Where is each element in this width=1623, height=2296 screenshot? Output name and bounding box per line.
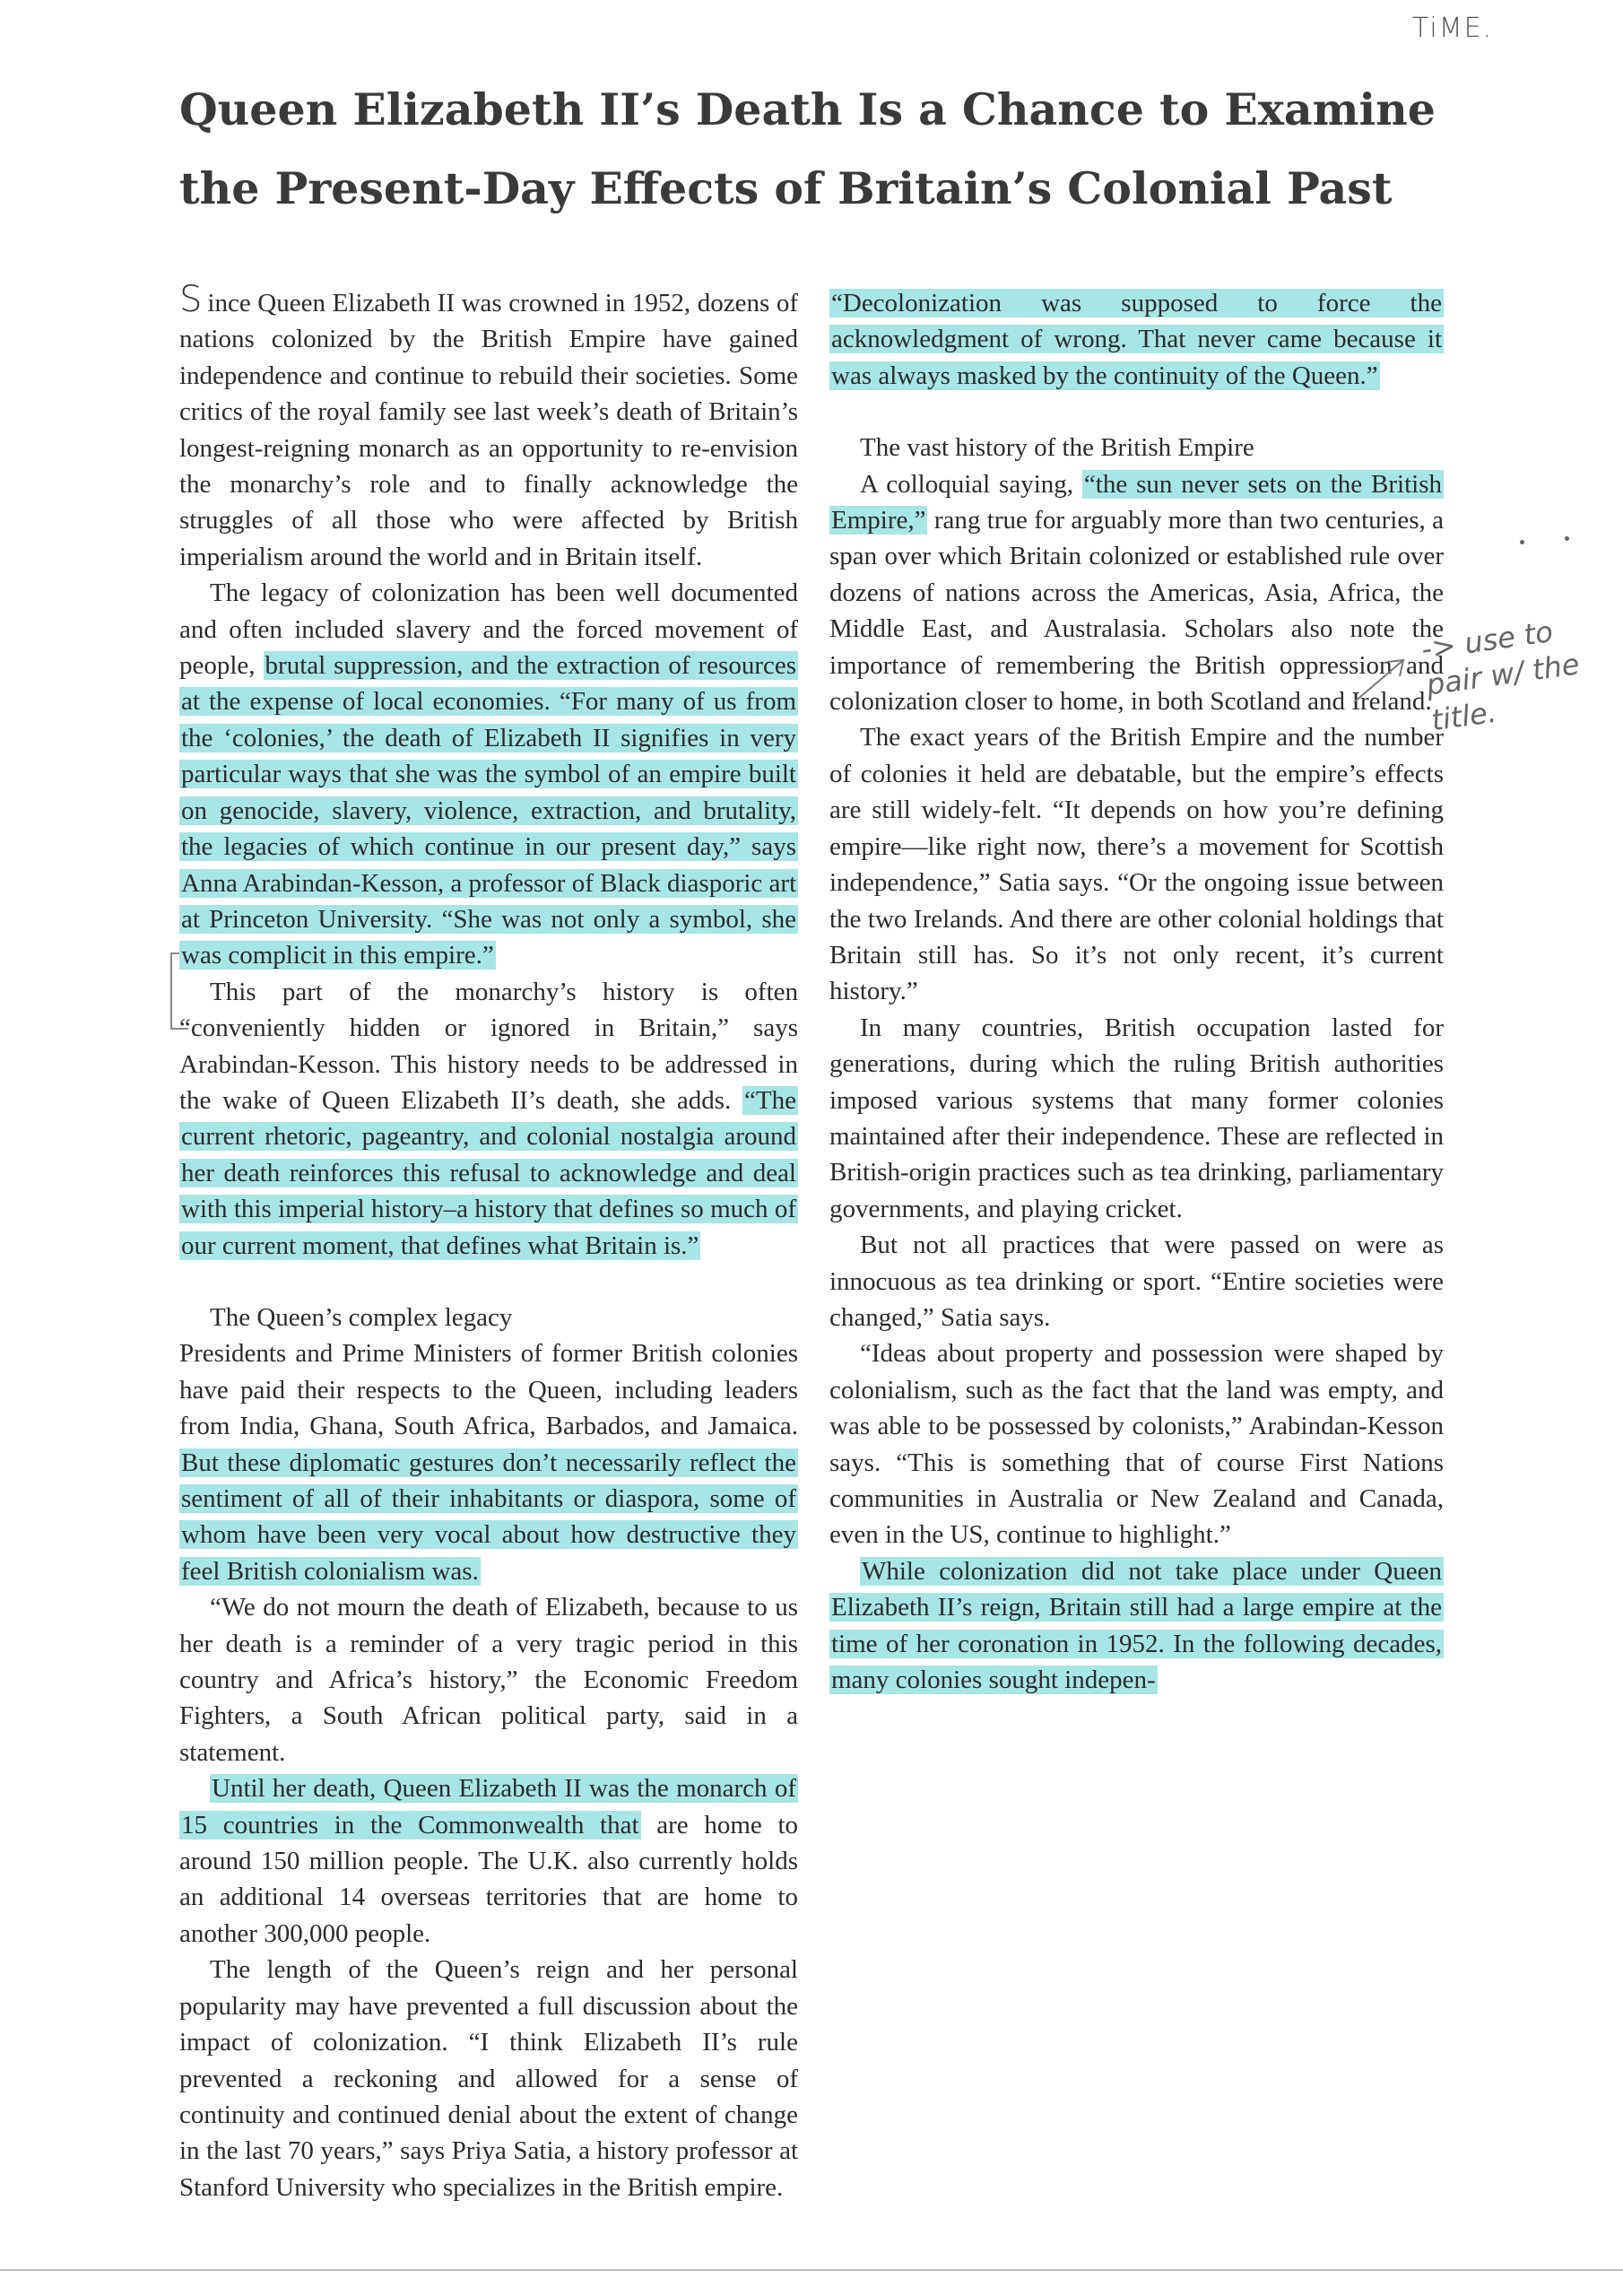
paragraph: “Ideas about property and possession were shaped by colonialism, such as the fact that the land was empty, and was able to be possessed by colonists,” Arabindan-Kesson says. “This is something that of course First Nations communities in Australia or New Zealand and Canada, even in the US, continue to highlight.” bbox=[829, 1339, 1444, 1550]
paragraph bbox=[179, 279, 798, 575]
highlighted-text: Until her death, Queen Elizabeth II was the monarch of 15 countries in the Commonwealth that bbox=[181, 1774, 796, 1839]
paragraph: The exact years of the British Empire and the number of colonies it held are debatable, but the empire’s effects are still widely-felt. “It depends on how you’re defining empire—like right now, there’s a movement for Scottish independence,” Satia says. “Or the ongoing issue between the two Irelands. And there are other colonial holdings that Britain still has. So it’s not only recent, it’s current history.” bbox=[829, 723, 1444, 1006]
highlighted-text: “Decolonization was supposed to force the acknowledgment of wrong. That never came because it was always masked by the continuity of the Queen.” bbox=[831, 289, 1442, 390]
stray-mark bbox=[1565, 536, 1569, 541]
paragraph bbox=[829, 1553, 1444, 1699]
drop-cap: S bbox=[179, 279, 203, 320]
paragraph bbox=[179, 1335, 798, 1589]
paragraph bbox=[179, 974, 798, 1264]
stray-mark bbox=[1520, 540, 1524, 544]
highlighted-text: “the sun never sets on the British Empire,” bbox=[831, 469, 1443, 535]
paragraph bbox=[179, 1770, 798, 1952]
paragraph: The length of the Queen’s reign and her personal popularity may have prevented a full discussion about the impact of colonization. “I think Elizabeth II’s rule prevented a reckoning and allowed for a sense of continuity and continued denial about the extent of change in the last 70 years,” says Priya Satia, a history professor at Stanford University who specializes in the British empire. bbox=[179, 1955, 798, 2202]
paragraph: In many countries, British occupation lasted for generations, during which the ruling British authorities imposed various systems that many former colonies maintained after their independence. These are reflected in British-origin practices such as tea drinking, parliamentary governments, and playing cricket. bbox=[829, 1013, 1444, 1223]
page-title: Queen Elizabeth II’s Death Is a Chance to Examine the Present-Day Effects of Britain’s Colonial Past bbox=[179, 83, 1436, 214]
page-edge-line bbox=[0, 2269, 1623, 2271]
handwritten-margin-note: -> use to pair w/ the title. bbox=[1419, 613, 1582, 738]
section-heading: The Queen’s complex legacy bbox=[210, 1302, 513, 1332]
paragraph-text: ince Queen Elizabeth II was crowned in 1952, dozens of nations colonized by the British Empire have gained independence and continue to rebuild their societies. Some critics of the royal family see last week’s death of Britain’s longest-reigning monarch as an opportunity to re-envision the monarchy’s role and to finally acknowledge the struggles of all those who were affected by British imperialism around the world and in Britain itself. bbox=[179, 289, 798, 571]
paragraph-text: The legacy of colonization has been well documented and often included slavery and the forced movement of people, bbox=[179, 578, 798, 681]
publisher-mark: TiME. bbox=[1412, 13, 1494, 44]
arrow-icon bbox=[1350, 653, 1412, 707]
highlighted-text: While colonization did not take place under Queen Elizabeth II’s reign, Britain still had a large empire at the time of her coronation in 1952. In the following decades, many colonies sought indepen- bbox=[831, 1556, 1442, 1695]
highlighted-text: But these diplomatic gestures don’t necessarily reflect the sentiment of all of their inhabitants or diaspora, some of whom have been very vocal about how destructive they feel British colonialism was. bbox=[181, 1448, 796, 1586]
section-heading: The vast history of the British Empire bbox=[860, 433, 1254, 463]
article-column-left bbox=[179, 279, 798, 2205]
paragraph bbox=[829, 285, 1444, 394]
article-column-right bbox=[829, 285, 1444, 1698]
paragraph-text: Presidents and Prime Ministers of former British colonies have paid their respects to the Queen, including leaders from India, Ghana, South Africa, Barbados, and Jamaica. bbox=[179, 1339, 798, 1441]
paragraph-text: are home to around 150 million people. The U.K. also currently holds an additional 14 overseas territories that are home to another 300,000 people. bbox=[179, 1810, 798, 1948]
paragraph-text: rang true for arguably more than two centuries, a span over which Britain colonized or established rule over dozens of nations across the Americas, Asia, Africa, the Middle East, and Australasia. Scholars also note the importance of remembering the British oppression and colonization closer to home, in both Scotland and Ireland. bbox=[829, 506, 1445, 717]
highlighted-text: “The current rhetoric, pageantry, and colonial nostalgia around her death reinforces this refusal to acknowledge and deal with this imperial history–a history that defines so much of our current moment, that defines what Britain is.” bbox=[181, 1085, 796, 1260]
paragraph: But not all practices that were passed on were as innocuous as tea drinking or sport. “Entire societies were changed,” Satia says. bbox=[829, 1231, 1444, 1332]
paragraph-text: A colloquial saying, bbox=[860, 469, 1074, 499]
paragraph-text: This part of the monarchy’s history is often “conveniently hidden or ignored in Britain,” says Arabindan-Kesson. This history needs to be addressed in the wake of Queen Elizabeth II’s death, she adds. bbox=[179, 977, 798, 1115]
paragraph bbox=[179, 575, 798, 973]
highlighted-text: brutal suppression, and the extraction of resources at the expense of local economies. “For many of us from the ‘colonies,’ the death of Elizabeth II signifies in very particular ways that she was the symbol of an empire built on genocide, slavery, violence, extraction, and brutality, the legacies of which continue in our present day,” says Anna Arabindan-Kesson, a professor of Black diasporic art at Princeton University. “She was not only a symbol, she was complicit in this empire.” bbox=[181, 651, 797, 970]
paragraph: “We do not mourn the death of Elizabeth, because to us her death is a reminder of a very tragic period in this country and Africa’s history,” the Economic Freedom Fighters, a South African political party, said in a statement. bbox=[179, 1593, 798, 1767]
